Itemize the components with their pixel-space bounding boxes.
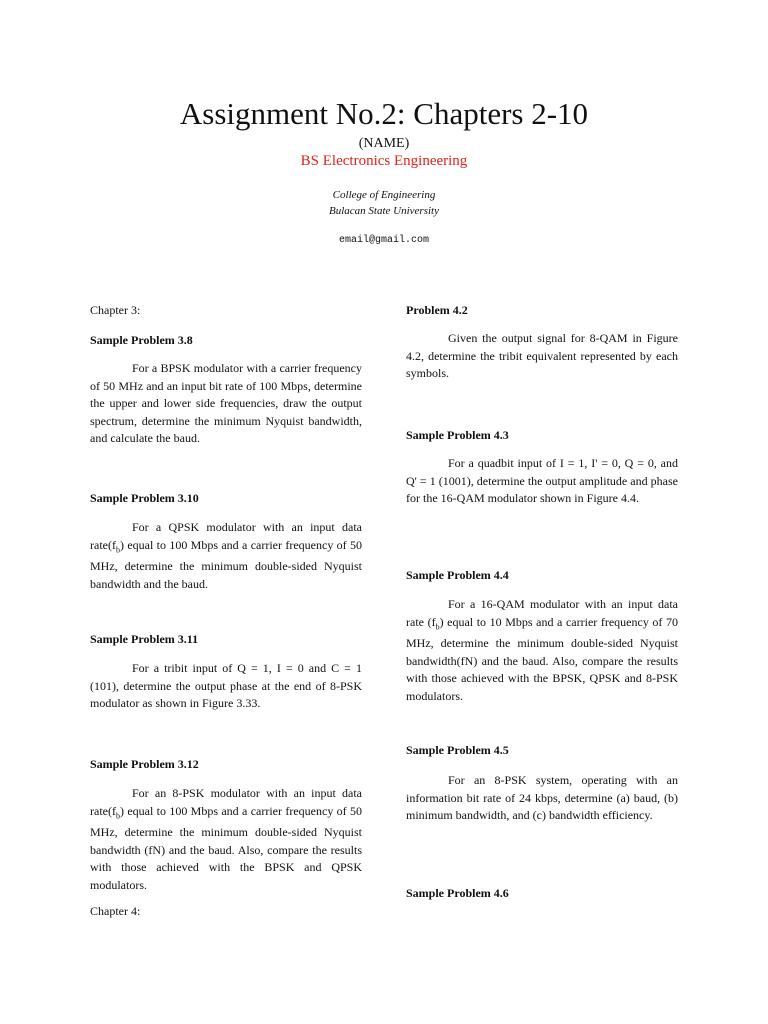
college-name: College of Engineering [332,189,436,201]
problem-4-4-text: For a 16-QAM modulator with an input data rate $(f_b)$ equal to 10 Mbps and a carrier frequency of 70 MHz, determine the minimum double-sided Nyquist bandwidth(fN) and the baud. Also, compare the results with those achieved with the BPSK, QPSK and 8-PSK modulators. [406,597,678,703]
problem-3-11-title: Sample Problem 3.11 [90,632,199,646]
email-address: email@gmail.com [338,235,429,246]
department: BS Electronics Engineering [300,153,468,169]
left-column [90,0,362,1024]
problem-4-5-text: For an 8-PSK system, operating with an information bit rate of 24 kbps, determine (a) baud, (b) minimum bandwidth, and (c) bandwidth efficiency. [406,773,678,822]
problem-3-12-title: Sample Problem 3.12 [90,757,199,771]
right-column [406,0,678,1024]
problem-3-11-text: For a tribit input of Q = 1, I = 0 and C = 1 (101), determine the output phase at the end of 8-PSK modulator as shown in Figure 3.33. [90,661,362,710]
problem-4-3-title: Sample Problem 4.3 [406,428,509,442]
problem-4-2-title: Problem 4.2 [406,303,468,317]
problem-3-8-title: Sample Problem 3.8 [90,333,193,347]
problem-3-10-text: For a QPSK modulator with an input data $rate(f_b)$ equal to 100 Mbps and a carrier frequency of 50 MHz, determine the minimum double-sided Nyquist bandwidth and the baud. [90,520,362,591]
problem-3-12-text: For an 8-PSK modulator with an input data $rate(f_b)$ equal to 100 Mbps and a carrier frequency of 50 MHz, determine the minimum double-sided Nyquist bandwidth (fN) and the baud. Also, compare the results with those achieved with the BPSK and QPSK modulators. [90,786,362,892]
chapter-3-label: Chapter 3: [90,303,141,317]
document-title: Assignment No.2: Chapters 2-10 [179,96,589,131]
university-name: Bulacan State University [329,205,439,217]
chapter-4-label: Chapter 4: [90,904,141,918]
problem-4-5-title: Sample Problem 4.5 [406,743,509,757]
problem-3-8-text: For a BPSK modulator with a carrier frequency of 50 MHz and an input bit rate of 100 Mbps, determine the upper and lower side frequencies, draw the output spectrum, determine the minimum Nyquist bandwidth, and calculate the baud. [90,361,362,445]
problem-4-4-title: Sample Problem 4.4 [406,568,509,582]
problem-4-3-text: For a quadbit input of I = 1, I' = 0, Q = 0, and Q' = 1 (1001), determine the output amplitude and phase for the 16-QAM modulator shown in Figure 4.4. [406,456,678,505]
problem-4-2-text: Given the output signal for 8-QAM in Figure 4.2, determine the tribit equivalent represented by each symbols. [406,331,678,380]
author-name: (NAME) [358,136,410,151]
problem-3-10-title: Sample Problem 3.10 [90,491,199,505]
problem-4-6-title: Sample Problem 4.6 [406,886,509,900]
